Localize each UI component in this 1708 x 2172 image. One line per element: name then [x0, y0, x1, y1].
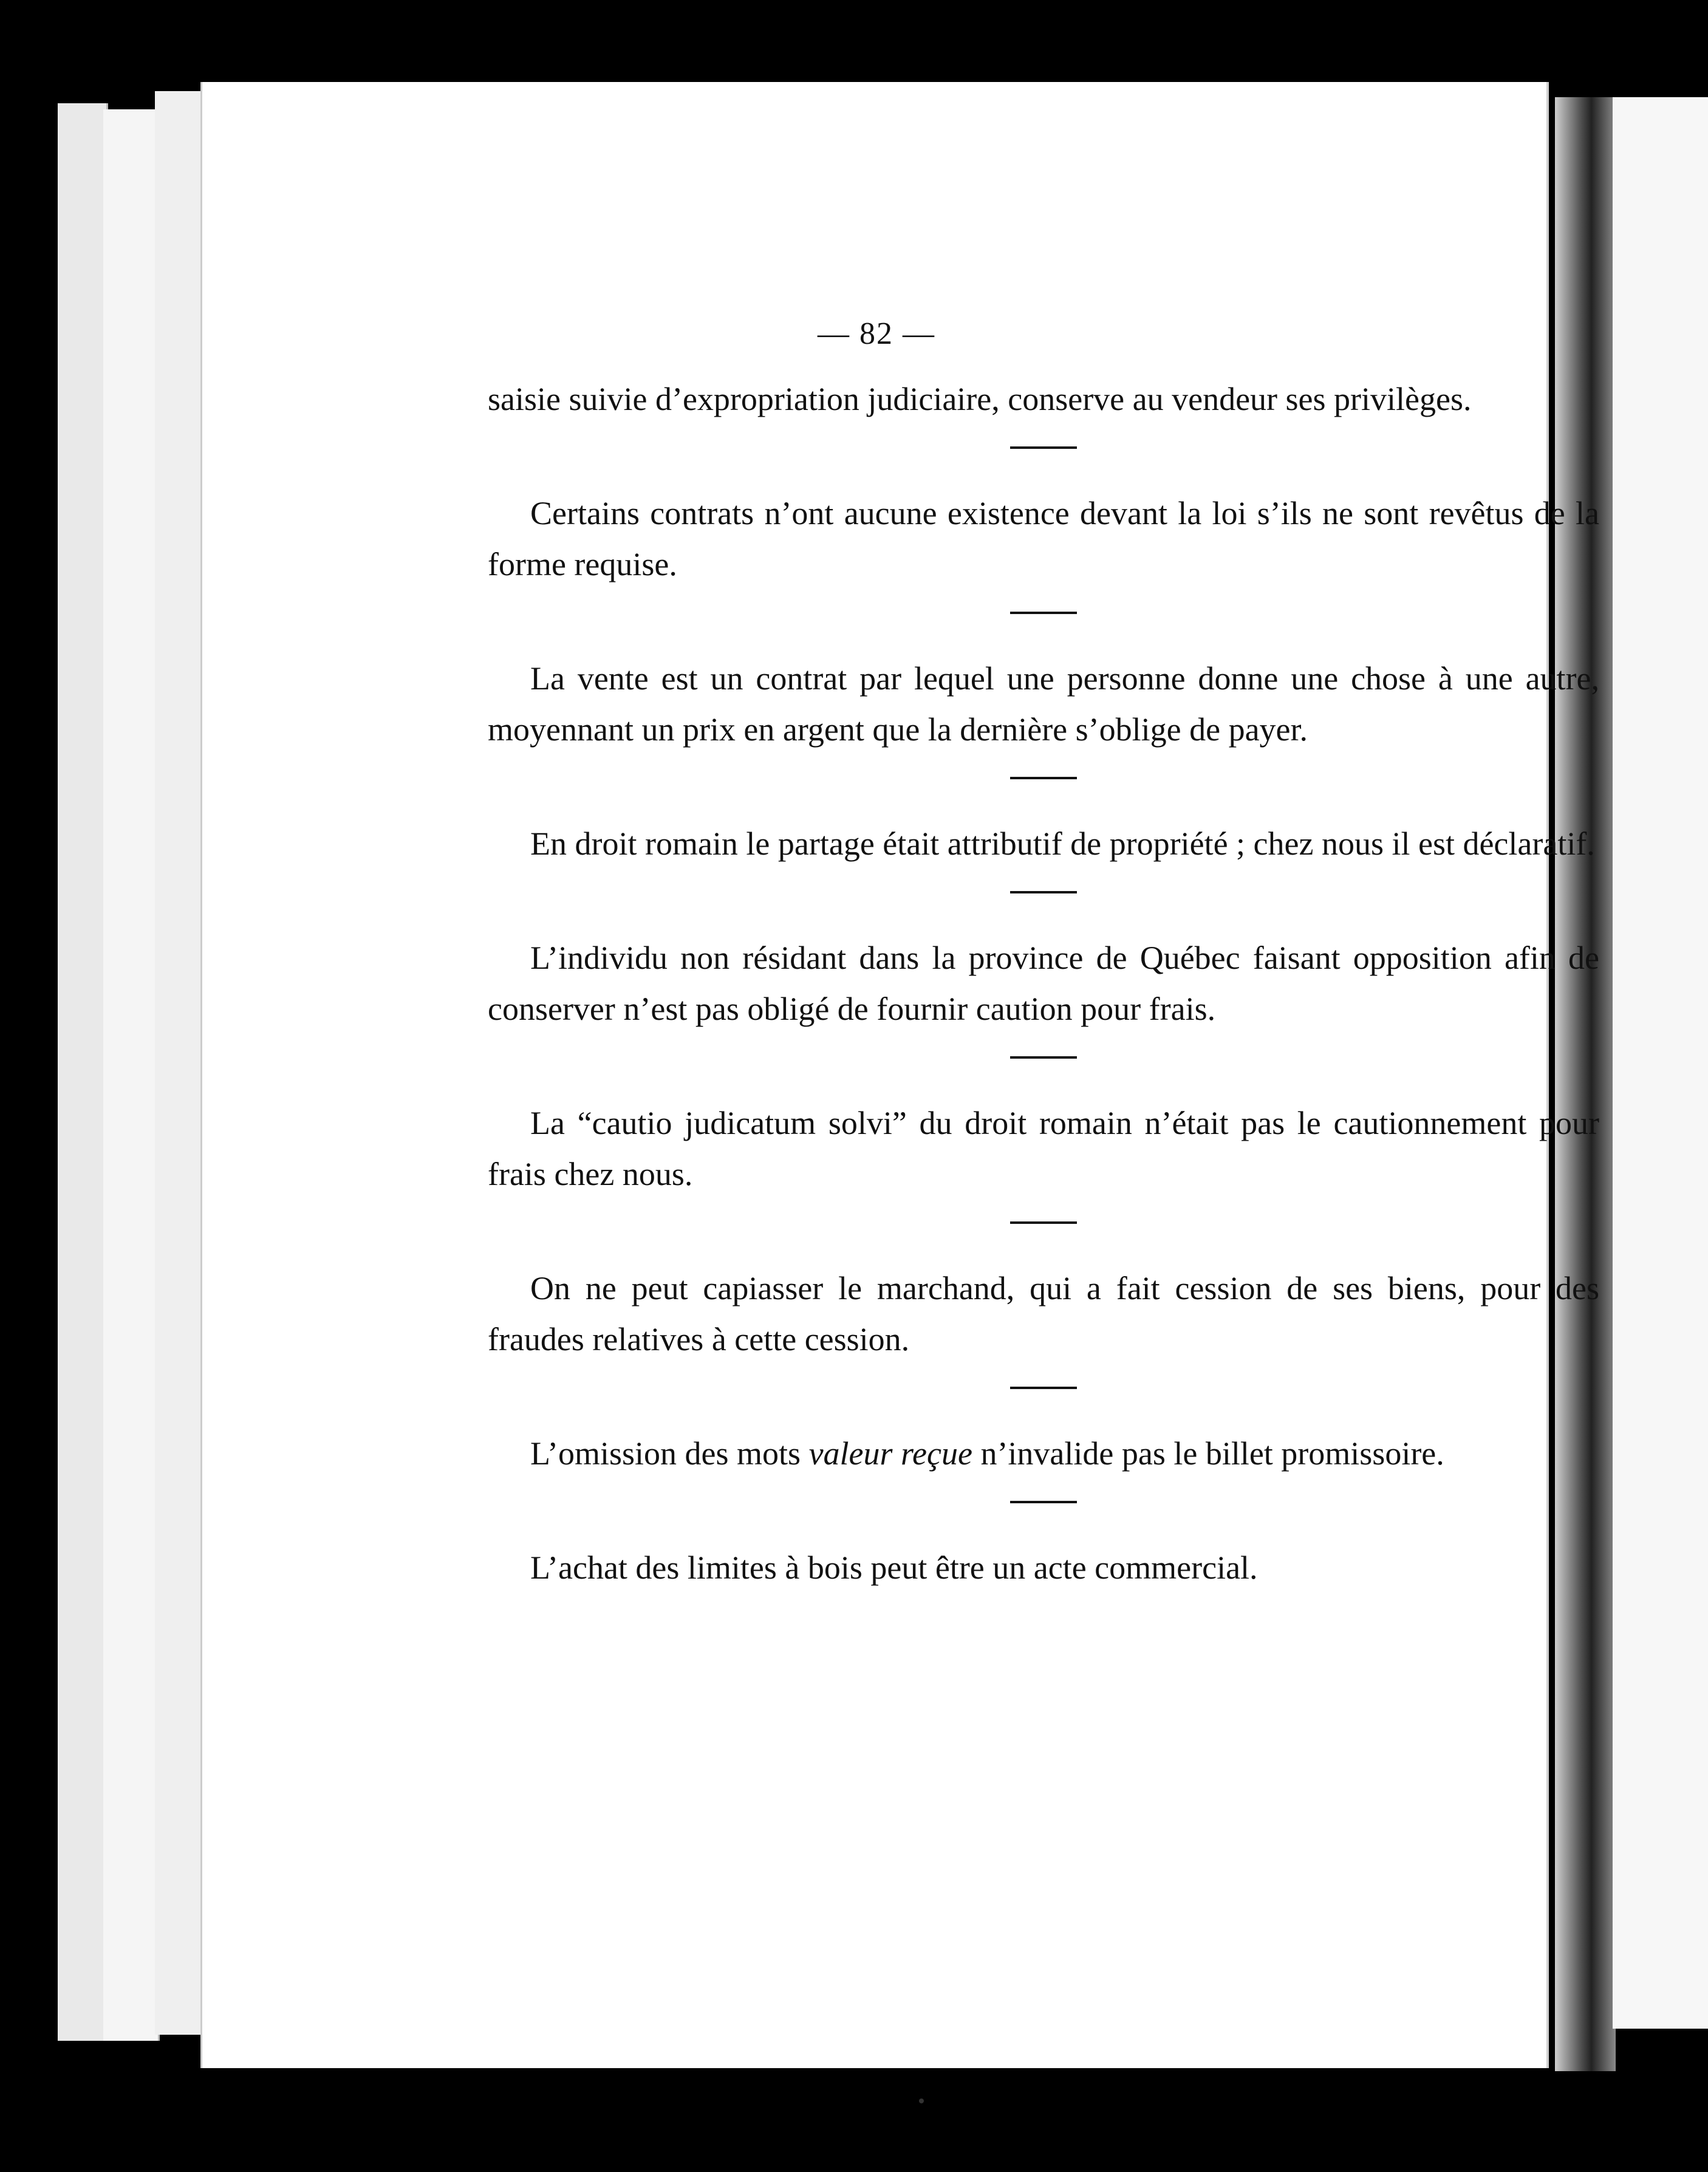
- paragraph: La “cautio judicatum solvi” du droit romain n’était pas le cautionnement pour frais chez nous.: [488, 1105, 1599, 1192]
- paragraph: saisie suivie d’expropriation judiciaire, conserve au vendeur ses privilèges.: [488, 381, 1472, 417]
- paragraph: La vente est un contrat par lequel une personne donne une chose à une autre, moyennant un prix en argent que la dernière s’oblige de payer.: [488, 660, 1599, 748]
- separator-rule: [1010, 1387, 1077, 1389]
- separator-rule: [1010, 1221, 1077, 1224]
- ink-speck: [919, 2099, 924, 2103]
- paragraph: L’individu non résidant dans la province de Québec faisant opposition afin de conserver n’est pas obligé de fournir caution pour frais.: [488, 940, 1599, 1027]
- page-stack-edge: [58, 103, 108, 2041]
- page-stack-edge: [155, 91, 205, 2035]
- separator-rule: [1010, 1056, 1077, 1059]
- paragraph-text: L’omission des mots: [530, 1435, 809, 1472]
- separator-rule: [1010, 446, 1077, 449]
- page-text: [488, 374, 1599, 1593]
- paragraph-omission: [488, 1428, 1599, 1479]
- paragraph: Certains contrats n’ont aucune existence devant la loi s’ils ne sont revêtus de la forme requise.: [488, 495, 1599, 582]
- separator-rule: [1010, 612, 1077, 614]
- adjacent-page: [1613, 97, 1708, 2029]
- page-stack-edge: [103, 109, 160, 2041]
- page-number: — 82 —: [818, 316, 935, 351]
- separator-rule: [1010, 891, 1077, 893]
- paragraph: On ne peut capiasser le marchand, qui a fait cession de ses biens, pour des fraudes relatives à cette cession.: [488, 1270, 1599, 1358]
- paragraph-text: n’invalide pas le billet promissoire.: [972, 1435, 1444, 1472]
- separator-rule: [1010, 777, 1077, 779]
- paragraph: L’achat des limites à bois peut être un acte commercial.: [530, 1549, 1258, 1586]
- book-page: [200, 82, 1599, 2068]
- separator-rule: [1010, 1501, 1077, 1503]
- italic-phrase: valeur reçue: [808, 1435, 972, 1472]
- paragraph: En droit romain le partage était attributif de propriété ; chez nous il est déclaratif.: [530, 825, 1595, 862]
